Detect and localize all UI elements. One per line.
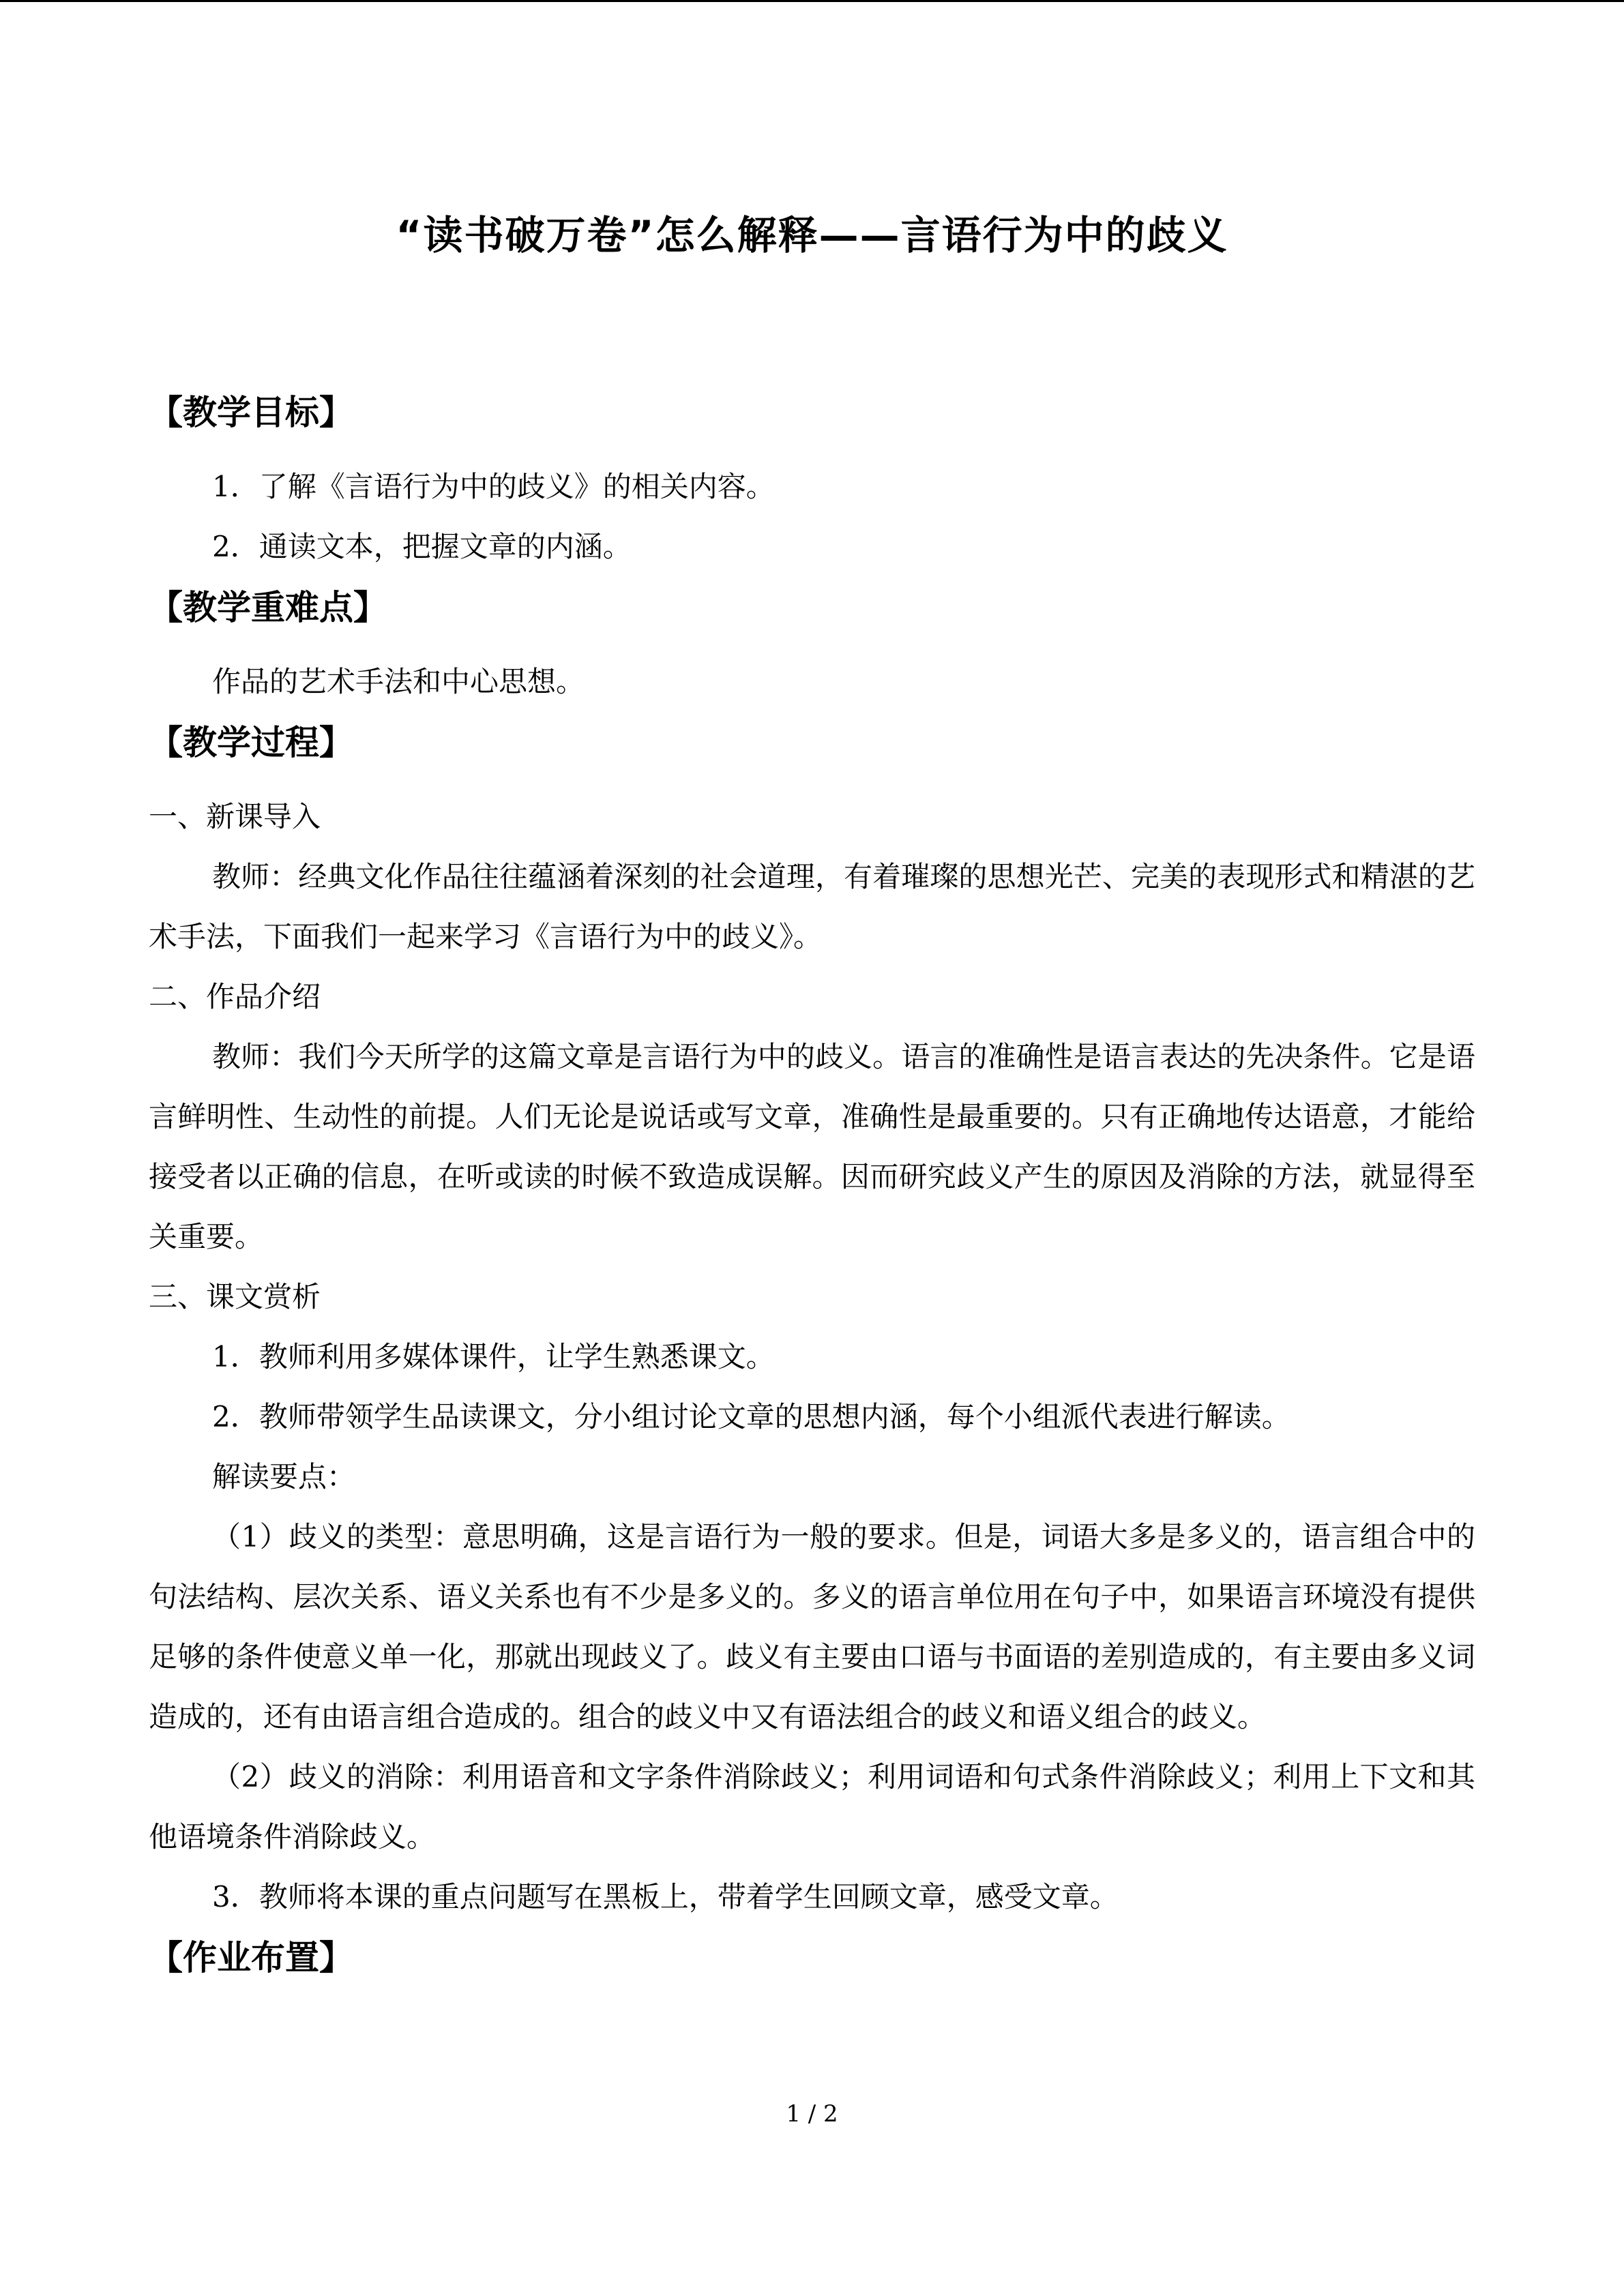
process-part3-item-1: 1．教师利用多媒体课件，让学生熟悉课文。 [212,1340,775,1373]
process-part3-point-1: （1）歧义的类型：意思明确，这是言语行为一般的要求。但是，词语大多是多义的，语言组合中的句法结构、层次关系、语义关系也有不少是多义的。多义的语言单位用在句子中，如果语言环境没有提供足够的条件使意义单一化，那就出现歧义了。歧义有主要由口语与书面语的差别造成的，有主要由多义词造成的，还有由语言组合造成的。组合的歧义中又有语法组合的歧义和语义组合的歧义。 [149,1520,1475,1733]
process-part3-title: 三、课文赏析 [149,1280,321,1313]
goal-item-1: 1．了解《言语行为中的歧义》的相关内容。 [212,470,775,503]
goal-item-2: 2．通读文本，把握文章的内涵。 [212,530,632,563]
process-part2-text: 教师：我们今天所学的这篇文章是言语行为中的歧义。语言的准确性是语言表达的先决条件。它是语言鲜明性、生动性的前提。人们无论是说话或写文章，准确性是最重要的。只有正确地传达语意，才能给接受者以正确的信息，在听或读的时候不致造成误解。因而研究歧义产生的原因及消除的方法，就显得至关重要。 [149,1040,1475,1253]
section-heading-goals: 【教学目标】 [149,393,353,432]
top-border-line [0,0,1624,2]
process-part3-item-2: 2．教师带领学生品读课文，分小组讨论文章的思想内涵，每个小组派代表进行解读。 [212,1400,1290,1433]
process-part3-points-label: 解读要点： [212,1460,356,1493]
document-body [149,382,1475,1988]
document-title: “读书破万卷”怎么解释——言语行为中的歧义 [396,212,1228,258]
process-part3-point-2: （2）歧义的消除：利用语音和文字条件消除歧义；利用词语和句式条件消除歧义；利用上下文和其他语境条件消除歧义。 [149,1760,1475,1853]
section-heading-key-points: 【教学重难点】 [149,588,387,627]
page-number: 1 / 2 [786,2100,838,2128]
process-part2-title: 二、作品介绍 [149,980,321,1013]
section-heading-homework: 【作业布置】 [149,1938,353,1978]
process-part1-title: 一、新课导入 [149,800,321,833]
process-part3-item-3: 3．教师将本课的重点问题写在黑板上，带着学生回顾文章，感受文章。 [212,1880,1119,1913]
section-heading-process: 【教学过程】 [149,723,353,762]
key-points-text: 作品的艺术手法和中心思想。 [212,665,585,698]
process-part1-text: 教师：经典文化作品往往蕴涵着深刻的社会道理，有着璀璨的思想光芒、完美的表现形式和精湛的艺术手法，下面我们一起来学习《言语行为中的歧义》。 [149,860,1475,953]
